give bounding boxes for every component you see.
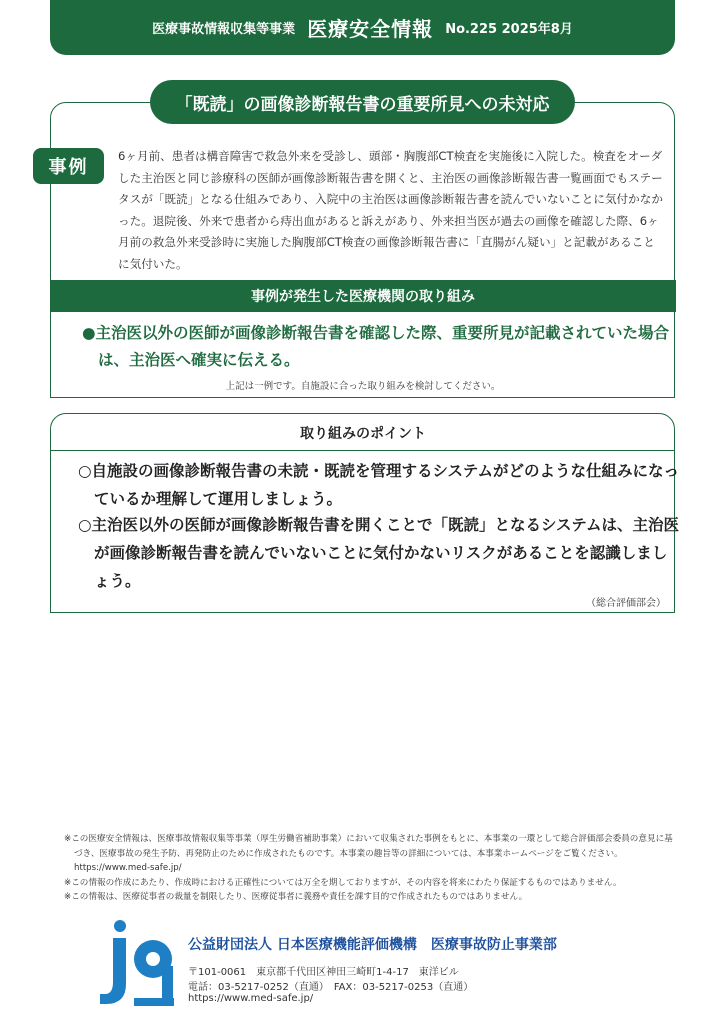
project-name: 医療事故情報収集等事業: [152, 22, 296, 37]
effort-heading: 事例が発生した医療機関の取り組み: [50, 280, 676, 312]
issue-number: No.225 2025年8月: [445, 22, 573, 37]
jq-logo-icon: [96, 918, 178, 1010]
effort-note: 上記は一例です。自施設に合った取り組みを検討してください。: [225, 381, 501, 392]
organization-name: 公益財団法人 日本医療機能評価機構 医療事故防止事業部: [188, 937, 557, 953]
point-item-1: ○自施設の画像診断報告書の未読・既読を管理するシステムがどのような仕組みになっているか理解して運用しましょう。: [78, 462, 679, 508]
topic-title: 「既読」の画像診断報告書の重要所見への未対応: [150, 80, 575, 124]
header-banner: [50, 0, 675, 55]
points-heading: 取り組みのポイント: [300, 426, 426, 442]
footnotes: [64, 832, 674, 905]
case-label: 事例: [33, 148, 104, 184]
credit-text: （総合評価部会）: [586, 598, 666, 609]
publication-title: 医療安全情報: [307, 17, 434, 41]
footnote-2: ※この情報の作成にあたり、作成時における正確性については万全を期しておりますが、その内容を将来にわたり保証するものではありません。: [64, 877, 622, 888]
footnote-3: ※この情報は、医療従事者の裁量を制限したり、医療従事者に義務や責任を課す目的で作成されたものではありません。: [64, 892, 528, 902]
footnote-1: ※この医療安全情報は、医療事故情報収集等事業（厚生労働省補助事業）において収集された事例をもとに、本事業の一環として総合評価部会委員の意見に基づき、医療事故の発生予防、再発防止のために作成されたものです。本事業の趣旨等の詳細については、本事業ホームページをご覧ください。 https://www.med-safe.jp/: [64, 834, 673, 873]
phone-fax: 電話：03-5217-0252（直通） FAX：03-5217-0253（直通）: [188, 982, 474, 993]
points-divider: [51, 450, 675, 451]
point-item-2: ○主治医以外の医師が画像診断報告書を開くことで「既読」となるシステムは、主治医が画像診断報告書を読んでいないことに気付かないリスクがあることを認識しましょう。: [78, 516, 679, 590]
case-description: 6ヶ月前、患者は構音障害で救急外来を受診し、頭部・胸腹部CT検査を実施後に入院した。検査をオーダした主治医と同じ診療科の医師が画像診断報告書を開くと、主治医の画像診断報告書一覧画面でもステータスが「既読」となる仕組みであり、入院中の主治医は画像診断報告書を読んでいないことに気付かなかった。退院後、外来で患者から痔出血があると訴えがあり、外来担当医が過去の画像を確認した際、6ヶ月前の救急外来受診時に実施した胸腹部CT検査の画像診断報告書に「直腸がん疑い」と記載があることに気付いた。: [118, 149, 663, 271]
effort-text: ●主治医以外の医師が画像診断報告書を確認した際、重要所見が記載されていた場合は、主治医へ確実に伝える。: [82, 324, 670, 369]
website-link[interactable]: https://www.med-safe.jp/: [188, 993, 314, 1004]
address: 〒101-0061 東京都千代田区神田三崎町1-4-17 東洋ビル: [188, 967, 459, 978]
